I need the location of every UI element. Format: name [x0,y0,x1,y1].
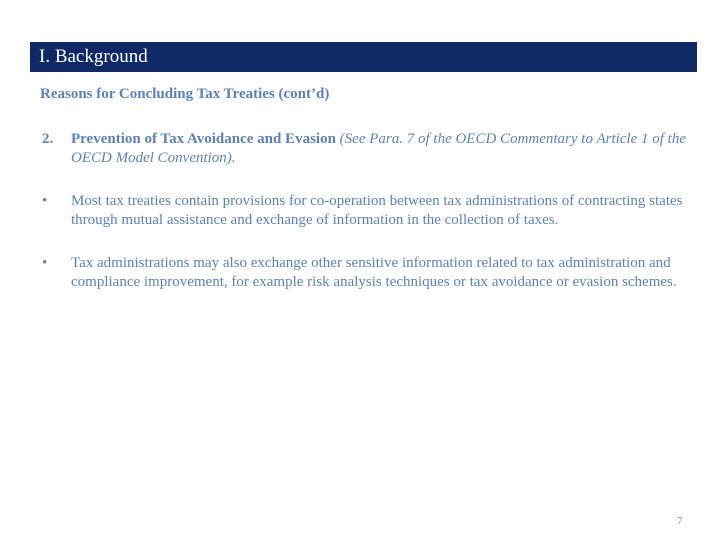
bullet-text: Tax administrations may also exchange other sensitive information related to tax administration and compliance improvement, for example risk analysis techniques or tax avoidance or evasion schemes. [71,255,677,290]
bullet-marker: • [42,255,48,271]
bullet-marker: • [42,193,48,209]
page-number: 7 [677,515,683,527]
title-bar [30,42,697,72]
slide-title: I. Background [39,46,148,67]
bullet-item [40,254,690,292]
numbered-item [40,130,690,168]
bullet-text: Most tax treaties contain provisions for co-operation between tax administrations of contracting states through mutual assistance and exchange of information in the collection of taxes. [71,193,683,228]
slide-content [40,130,690,292]
bullet-item [40,192,690,230]
item-number: 2. [42,131,54,147]
item-reference: (See Para. 7 of the OECD Commentary to Article 1 of the OECD Model Convention). [71,131,687,166]
slide-subtitle: Reasons for Concluding Tax Treaties (cont’d) [40,86,330,102]
item-heading: Prevention of Tax Avoidance and Evasion [71,131,336,147]
